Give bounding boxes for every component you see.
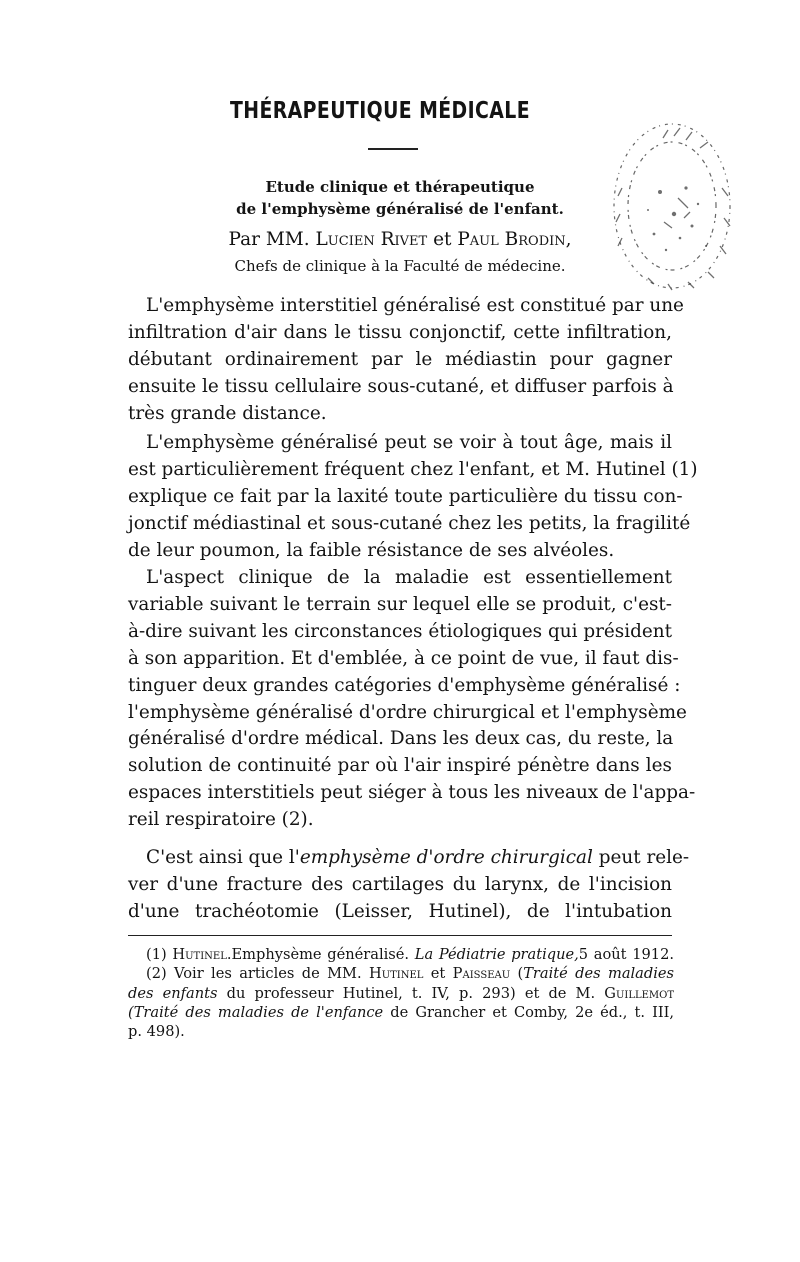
text-line: débutant ordinairement par le médiastin pour gagner (128, 348, 672, 370)
footnote-book-title: Traité des maladies (523, 965, 675, 983)
footnote-2-cont: p. 498). (128, 1023, 185, 1041)
text-line: espaces interstitiels peut siéger à tous les niveaux de l'appa- (128, 782, 696, 804)
footnote-text: de Grancher et Comby, 2e éd., t. III, (383, 1003, 675, 1021)
text-line: de leur poumon, la faible résistance de ses alvéoles. (128, 539, 615, 561)
footnote-2-cont (128, 984, 674, 1003)
footnote-text: et (423, 965, 453, 983)
footnote-marker: (2) (146, 965, 175, 983)
author-brodin: Paul Brodin, (457, 229, 572, 250)
footnote-text: ( (510, 965, 524, 983)
text-line: est particulièrement fréquent chez l'enfant, et M. Hutinel (1) (128, 458, 698, 480)
footnote-text: du professeur Hutinel, t. IV, p. 293) et de M. (217, 984, 605, 1002)
byline (170, 228, 630, 252)
text-run: C'est ainsi que l' (146, 847, 300, 868)
body-paragraph-2 (128, 430, 698, 565)
footnote-date: 5 août 1912. (578, 946, 674, 963)
footnote-author: Hutinel. (172, 946, 232, 963)
author-rivet: Lucien Rivet (315, 229, 428, 250)
footnote-1 (128, 945, 674, 964)
text-line: à son apparition. Et d'emblée, à ce point de vue, il faut dis- (128, 647, 679, 669)
text-line: ver d'une fracture des cartilages du larynx, de l'incision (128, 873, 672, 895)
text-line: variable suivant le terrain sur lequel elle se produit, c'est- (128, 593, 672, 615)
footnote-2 (128, 964, 674, 983)
footnotes (128, 945, 674, 1041)
text-line: L'emphysème interstitiel généralisé est constitué par une (146, 295, 684, 316)
footnote-author: Guillemot (604, 984, 675, 1002)
footnote-marker: (1) (146, 946, 173, 963)
text-line: infiltration d'air dans le tissu conjonctif, cette infiltration, (128, 321, 672, 343)
text-run: peut rele- (592, 847, 690, 868)
text-line: tinguer deux grandes catégories d'emphysème généralisé : (128, 674, 681, 696)
author-affiliation: Chefs de clinique à la Faculté de médecine. (234, 257, 566, 275)
text-line (128, 845, 690, 872)
body-paragraph-3 (128, 565, 696, 834)
byline-prefix: Par MM. (228, 229, 316, 250)
text-line: reil respiratoire (2). (128, 809, 314, 831)
text-line: jonctif médiastinal et sous-cutané chez les petits, la fragilité (128, 512, 691, 534)
emphasis-text: emphysème d'ordre chirurgical (299, 847, 593, 868)
footnote-divider (128, 935, 672, 936)
text-line: d'une trachéotomie (Leisser, Hutinel), de l'intubation (128, 900, 672, 922)
body-paragraph-4 (128, 845, 690, 926)
page-title: THÉRAPEUTIQUE MÉDICALE (229, 98, 531, 124)
footnote-book-title: des enfants (128, 984, 218, 1002)
library-stamp-icon (608, 118, 736, 296)
byline-join: et (427, 229, 458, 250)
text-line: l'emphysème généralisé d'ordre chirurgical et l'emphysème (128, 701, 687, 723)
footnote-journal: La Pédiatrie pratique, (414, 946, 579, 963)
text-line: L'aspect clinique de la maladie est essentiellement (146, 567, 672, 588)
footnote-author: Paisseau (452, 965, 511, 983)
footnote-2-cont (128, 1003, 674, 1022)
text-line: généralisé d'ordre médical. Dans les deux cas, du reste, la (128, 728, 674, 750)
text-line: ensuite le tissu cellulaire sous-cutané, et diffuser parfois à (128, 375, 674, 397)
title-divider (368, 148, 418, 150)
article-subtitle-line2: de l'emphysème généralisé de l'enfant. (236, 200, 564, 218)
text-line: solution de continuité par où l'air inspiré pénètre dans les (128, 755, 672, 777)
text-line: à-dire suivant les circonstances étiologiques qui président (128, 620, 672, 642)
article-subtitle-line1: Etude clinique et thérapeutique (265, 178, 535, 196)
footnote-text: Voir les articles de MM. (174, 965, 369, 983)
footnote-book-title: (Traité des maladies de l'enfance (128, 1003, 384, 1021)
text-line: très grande distance. (128, 402, 327, 424)
text-line: L'emphysème généralisé peut se voir à tout âge, mais il (146, 432, 672, 453)
footnote-author: Hutinel (368, 965, 424, 983)
footnote-text: Emphysème généralisé. (231, 946, 415, 963)
text-line: explique ce fait par la laxité toute particulière du tissu con- (128, 485, 683, 507)
body-paragraph-1 (128, 293, 684, 428)
